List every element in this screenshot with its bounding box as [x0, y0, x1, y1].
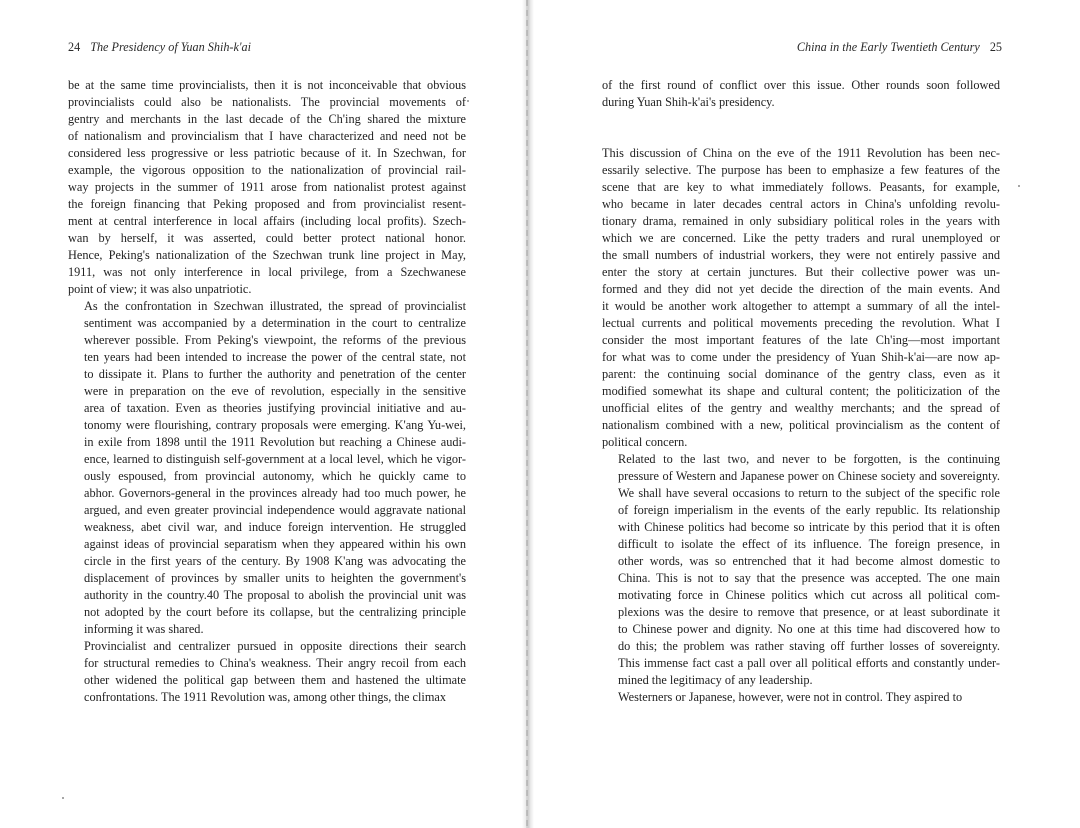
text-line: wan by herself, it was asserted, could better protect national honor. [68, 231, 466, 245]
right-running-head [797, 40, 1002, 55]
text-line: ment at central interference in local affairs (including local profits). Szech- [68, 214, 466, 228]
text-line: example, the vigorous opposition to the nationalization of provincial rail- [68, 163, 466, 177]
left-page-number: 24 [68, 40, 81, 54]
text-line: unofficial elites of the gentry and wealthy merchants; and the spread of [602, 401, 1000, 415]
text-line: essarily selective. The purpose has been to emphasize a few features of the [602, 163, 1000, 177]
text-line: provincialists could also be nationalists. The provincial movements of [68, 95, 466, 109]
text-line: consider the most important features of the late Ch'ing—most important [602, 333, 1000, 347]
text-line: ten years had been intended to increase the power of the central state, not [84, 350, 466, 364]
text-line: lectual currents and political movements preceding the revolution. What I [602, 316, 1000, 330]
text-line: be at the same time provincialists, then it is not inconceivable that obvious [68, 78, 466, 92]
text-line: motivating force in Chinese politics which cut across all political com- [618, 588, 1000, 602]
text-line: abhor. Governors-general in the provinces already had too much power, he [84, 486, 466, 500]
text-line: for what was to come under the presidency of Yuan Shih-k'ai—are now ap- [602, 350, 1000, 364]
stray-mark [467, 100, 469, 102]
text-line: authority in the country.40 The proposal to abolish the provincial unit was [84, 588, 466, 602]
text-line: were in preparation on the eve of revolution, especially in the sensitive [84, 384, 466, 398]
text-line: gentry and merchants in the last decade of the Ch'ing shared the mixture [68, 112, 466, 126]
text-line: difficult to isolate the effect of its influence. The foreign presence, in [618, 537, 1000, 551]
text-line: 1911, was not only interference in local privilege, from a Szechwanese [68, 265, 466, 279]
text-line: to Chinese power and dignity. No one at this time had discovered how to [618, 622, 1000, 636]
right-paragraph-1 [602, 145, 1000, 451]
text-line: it would be another work altogether to attempt a summary of all the intel- [602, 299, 1000, 313]
right-page [531, 0, 1080, 828]
text-line: area of taxation. Even as theories justifying provincial initiative and au- [84, 401, 466, 415]
text-line: Provincialist and centralizer pursued in opposite directions their search [84, 639, 466, 653]
text-line: modified somewhat its shape and cultural content; the politicization of the [602, 384, 1000, 398]
text-line: do this; the problem was rather staving off further losses of sovereignty. [618, 639, 1000, 653]
left-page [0, 0, 525, 828]
text-line: As the confrontation in Szechwan illustrated, the spread of provincialist [84, 299, 466, 313]
text-line: of nationalism and provincialism that I have characterized and need not be [68, 129, 466, 143]
text-line: during Yuan Shih-k'ai's presidency. [602, 95, 775, 109]
left-body-text [68, 77, 466, 706]
text-line: other widened the political gap between them and hastened the ultimate [84, 673, 466, 687]
left-running-head [68, 40, 251, 55]
text-line: displacement of provinces by smaller units to heighten the government's [84, 571, 466, 585]
text-line: parent: the continuing social dominance of the gentry class, even as it [602, 367, 1000, 381]
text-line: Hence, Peking's nationalization of the Szechwan trunk line project in May, [68, 248, 466, 262]
text-line: informing it was shared. [84, 622, 204, 636]
text-line: with Chinese politics had become so intricate by this period that it is often [618, 520, 1000, 534]
section-gap [602, 111, 1000, 145]
right-paragraph-top [602, 77, 1000, 111]
left-paragraph-2 [68, 298, 466, 638]
text-line: wherever possible. From Peking's viewpoint, the reforms of the previous [84, 333, 466, 347]
text-line: Related to the last two, and never to be forgotten, is the continuing [618, 452, 1000, 466]
text-line: China. This is not to say that the presence was accepted. The one main [618, 571, 1000, 585]
text-line: nationalism combined with a new, political provincialism as the content of [602, 418, 1000, 432]
text-line: formed and they did not yet decide the direction of the main events. And [602, 282, 1000, 296]
text-line: considered less progressive or less patriotic because of it. In Szechwan, for [68, 146, 466, 160]
text-line: the foreign financing that Peking proposed and from provincialist resent- [68, 197, 466, 211]
text-line: argued, and even greater provincial independence would aggravate national [84, 503, 466, 517]
left-running-head-title: The Presidency of Yuan Shih-k'ai [90, 40, 251, 54]
text-line: in exile from 1898 until the 1911 Revolution but reaching a Chinese audi- [84, 435, 466, 449]
text-line: enter the story at certain junctures. But their collective power was un- [602, 265, 1000, 279]
right-body-text [602, 77, 1000, 706]
left-paragraph-3 [68, 638, 466, 706]
text-line: sentiment was accompanied by a determination in the court to centralize [84, 316, 466, 330]
text-line: tonomy were flourishing, contrary proposals were emerging. K'ang Yu-wei, [84, 418, 466, 432]
right-paragraph-3 [602, 689, 1000, 706]
stray-mark [1018, 185, 1020, 187]
text-line: political concern. [602, 435, 688, 449]
right-paragraph-2 [602, 451, 1000, 689]
stray-mark [62, 797, 64, 799]
text-line: We shall have several occasions to return to the subject of the specific role [618, 486, 1000, 500]
right-running-head-title: China in the Early Twentieth Century [796, 40, 980, 54]
text-line: the small numbers of industrial workers, they were not entirely passive and [602, 248, 1000, 262]
text-line: who became in later decades central actors in China's unfolding revolu- [602, 197, 1000, 211]
text-line: tionary drama, remained in only subsidiary political roles in the years with [602, 214, 1000, 228]
text-line: This discussion of China on the eve of the 1911 Revolution has been nec- [602, 146, 1000, 160]
text-line: ously espoused, from provincial autonomy, which he quickly came to [84, 469, 466, 483]
text-line: mined the legitimacy of any leadership. [618, 673, 813, 687]
text-line: This immense fact cast a pall over all political efforts and constantly under- [618, 656, 1000, 670]
text-line: for structural remedies to China's weakness. Their angry recoil from each [84, 656, 466, 670]
text-line: circle in the first years of the century. By 1908 K'ang was advocating the [84, 554, 466, 568]
text-line: way projects in the summer of 1911 arose from nationalist protest against [68, 180, 466, 194]
text-line: of foreign imperialism in the events of the early republic. Its relationship [618, 503, 1000, 517]
text-line: to dissipate it. Plans to further the authority and penetration of the center [84, 367, 466, 381]
text-line: scene that are key to what immediately follows. Peasants, for example, [602, 180, 1000, 194]
text-line: weakness, abet civil war, and induce foreign intervention. He struggled [84, 520, 466, 534]
text-line: against ideas of provincial separatism when they appeared within his own [84, 537, 466, 551]
text-line: other words, was so entrenched that it had become almost domestic to [618, 554, 1000, 568]
text-line: pressure of Western and Japanese power on Chinese society and sovereignty. [618, 469, 1000, 483]
right-page-number: 25 [989, 40, 1002, 54]
text-line: not adopted by the court before its collapse, but the centralizing principle [84, 605, 466, 619]
text-line: confrontations. The 1911 Revolution was, among other things, the climax [84, 690, 447, 704]
text-line: ence, learned to distinguish self-government at a local level, which he vigor- [84, 452, 466, 466]
text-line: Westerners or Japanese, however, were not in control. They aspired to [618, 690, 963, 704]
text-line: of the first round of conflict over this issue. Other rounds soon followed [602, 78, 1000, 92]
left-paragraph-1 [68, 77, 466, 298]
text-line: plexions was the desire to remove that presence, or at least subordinate it [618, 605, 1000, 619]
text-line: point of view; it was also unpatriotic. [68, 282, 252, 296]
text-line: which we are concerned. Like the petty traders and rural unemployed or [602, 231, 1000, 245]
